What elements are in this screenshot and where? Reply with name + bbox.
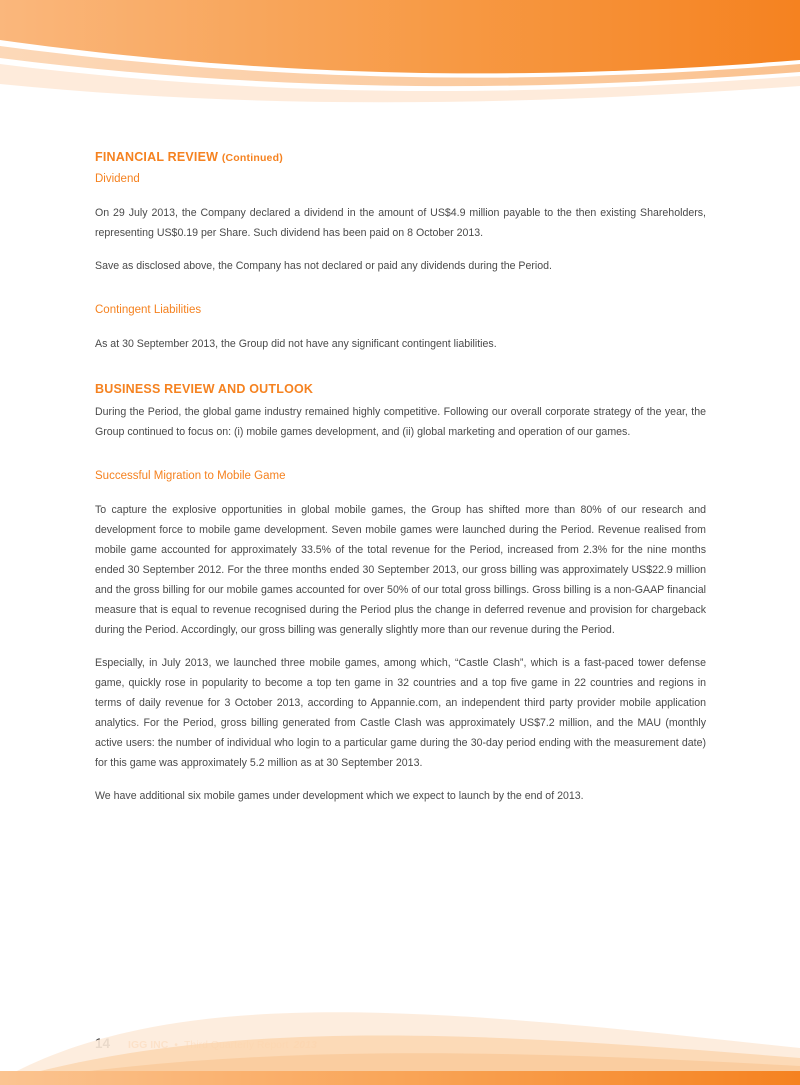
paragraph-dividend-2: Save as disclosed above, the Company has not declared or paid any dividends during the Period. xyxy=(95,260,552,272)
paragraph-migration-3: We have additional six mobile games under development which we expect to launch by the end of 2013. xyxy=(95,790,584,802)
paragraph-dividend-1: On 29 July 2013, the Company declared a dividend in the amount of US$4.9 million payable to the then existing Shareholders, representing US$0.19 per Share. Such dividend has been paid on 8 October 2013. xyxy=(95,207,706,239)
financial-review-title: FINANCIAL REVIEW xyxy=(95,150,219,164)
paragraph-contingent-1: As at 30 September 2013, the Group did not have any significant contingent liabilities. xyxy=(95,338,497,350)
paragraph-business-intro: During the Period, the global game industry remained highly competitive. Following our overall corporate strategy of the year, the Group continued to focus on: (i) mobile games development, and (ii) global marketing and operation of our games. xyxy=(95,406,706,438)
document-body xyxy=(95,150,706,806)
paragraph-migration-2: Especially, in July 2013, we launched three mobile games, among which, “Castle Clash”, which is a fast-paced tower defense game, quickly rose in popularity to become a top ten game in 32 countries and a top five game in 22 countries and regions in terms of daily revenue for 3 October 2013, according to Appannie.com, an independent third party provider mobile application analytics. For the Period, gross billing generated from Castle Clash was approximately US$7.2 million, and the MAU (monthly active users: the number of individual who login to a particular game during the 30-day period ending with the measurement date) for this game was approximately 5.2 million as at 30 September 2013. xyxy=(95,657,706,769)
subheading-migration: Successful Migration to Mobile Game xyxy=(95,470,286,482)
paragraph-migration-1: To capture the explosive opportunities in global mobile games, the Group has shifted more than 80% of our research and development force to mobile game development. Seven mobile games were launched during the Period. Revenue realised from mobile game accounted for approximately 33.5% of the total revenue for the Period, increased from 2.3% for the nine months ended 30 September 2012. For the three months ended 30 September 2013, our gross billing was approximately US$22.9 million and the gross billing for our mobile games accounted for over 50% of our total gross billings. Gross billing is a non-GAAP financial measure that is equal to revenue recognised during the Period plus the change in deferred revenue and provision for chargeback during the Period. Accordingly, our gross billing was generally slightly more than our revenue during the Period. xyxy=(95,504,706,636)
section-heading-business-review: BUSINESS REVIEW AND OUTLOOK xyxy=(95,382,314,396)
header-decoration xyxy=(0,0,800,120)
subheading-dividend: Dividend xyxy=(95,173,140,185)
footer-decoration xyxy=(0,930,800,1085)
section-heading-financial-review xyxy=(95,150,706,164)
financial-review-continued-label: (Continued) xyxy=(221,152,283,164)
subheading-contingent-liabilities: Contingent Liabilities xyxy=(95,304,202,316)
